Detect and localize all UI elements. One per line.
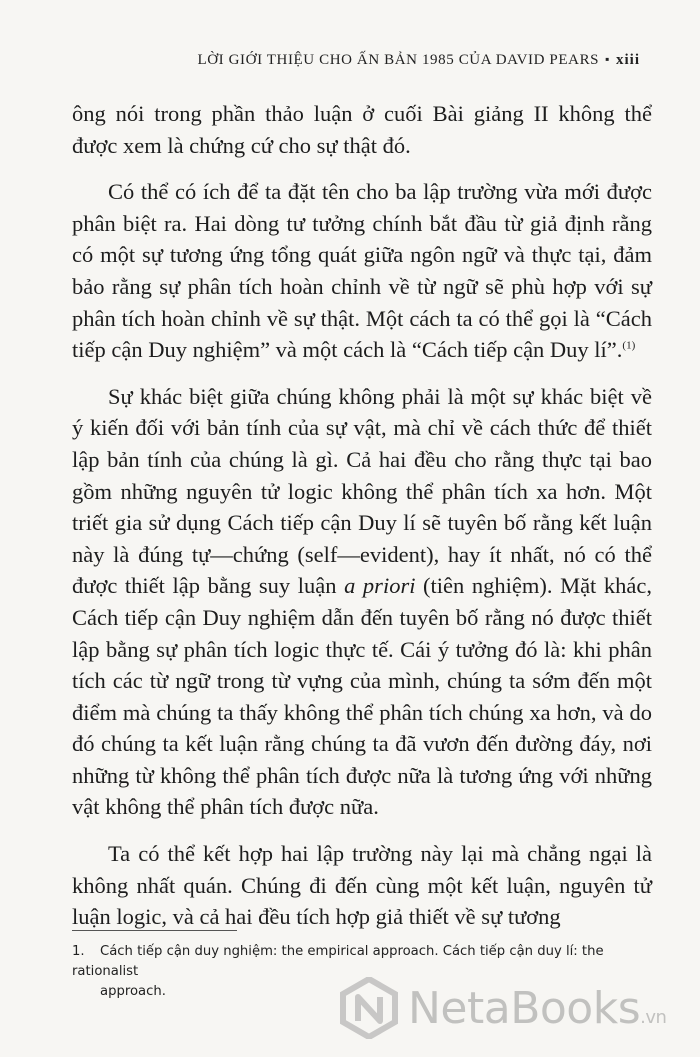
watermark-text [408, 983, 666, 1034]
footnote-line-1: Cách tiếp cận duy nghiệm: the empirical approach. Cách tiếp cận duy lí: the rationalist [72, 944, 604, 979]
paragraph-2-text: Có thể có ích để ta đặt tên cho ba lập trường vừa mới được phân biệt ra. Hai dòng tư tưởng chính bắt đầu từ giả định rằng có một sự tương ứng tổng quát giữa ngôn ngữ và thực tại, đảm bảo rằng sự phân tích hoàn chỉnh về từ ngữ sẽ phù hợp với sự phân tích hoàn chỉnh về sự thật. Một cách ta có thể gọi là “Cách tiếp cận Duy nghiệm” và một cách là “Cách tiếp cận Duy lí”. [72, 179, 652, 363]
paragraph-3 [72, 381, 652, 823]
watermark-brand: NetaBooks [408, 983, 641, 1034]
paragraph-3-text-b: (tiên nghiệm). Mặt khác, Cách tiếp cận Duy nghiệm dẫn đến tuyên bố rằng nó được thiết lập bằng sự phân tích logic thực tế. Cái ý tưởng đó là: khi phân tích các từ ngữ trong từ vựng của mình, chúng ta sớm đến một điểm mà chúng ta thấy không thể phân tích chúng xa hơn, và do đó chúng ta kết luận rằng chúng ta đã vươn đến đường đáy, nơi những từ không thể phân tích được nữa là tương ứng với những vật không thể phân tích được nữa. [72, 573, 652, 820]
footnote-divider [72, 930, 237, 931]
paragraph-4: Ta có thể kết hợp hai lập trường này lại mà chẳng ngại là không nhất quán. Chúng đi đến cùng một kết luận, nguyên tử luận logic, và cả hai đều tích hợp giả thiết về sự tương [72, 841, 652, 930]
running-header [197, 52, 640, 69]
watermark-suffix: .vn [640, 1007, 667, 1028]
paragraph-3-text-a: Sự khác biệt giữa chúng không phải là một sự khác biệt về ý kiến đối với bản tính của sự vật, mà chỉ về cách thức để thiết lập bản tính của chúng là gì. Cả hai đều cho rằng thực tại bao gồm những nguyên tử logic không thể phân tích xa hơn. Một triết gia sử dụng Cách tiếp cận Duy lí sẽ tuyên bố rằng kết luận này là đúng tự—chứng (self—evident), hay ít nhất, nó có thể được thiết lập bằng suy luận [72, 383, 652, 599]
page-number: xiii [615, 52, 640, 68]
header-separator: ▪ [605, 52, 610, 66]
body-text [72, 98, 652, 948]
paragraph-1: ông nói trong phần thảo luận ở cuối Bài giảng II không thể được xem là chứng cứ cho sự thật đó. [72, 101, 652, 158]
watermark [338, 975, 688, 1045]
footnote-line-2: approach. [100, 984, 166, 999]
footnote-number: 1. [72, 944, 85, 959]
running-title: LỜI GIỚI THIỆU CHO ẤN BẢN 1985 CỦA DAVID PEARS [197, 52, 600, 68]
footnote-ref: (1) [622, 339, 636, 352]
paragraph-3-italic: a priori [344, 573, 416, 599]
paragraph-2 [72, 176, 652, 366]
netabooks-logo-icon [338, 977, 400, 1039]
